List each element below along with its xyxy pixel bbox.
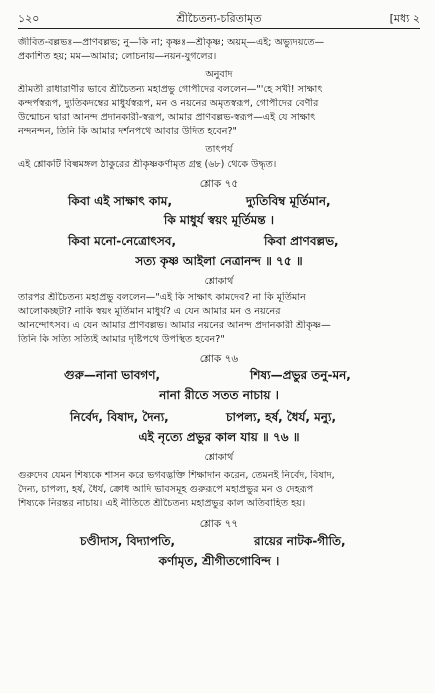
book-page xyxy=(18,8,420,688)
verse-76-meaning-heading: শ্লোকার্থ xyxy=(204,452,234,463)
verse-76-line: চাপল্য, হর্ষ, ধৈর্য, মন্যু, xyxy=(226,410,337,424)
verse-76-line: শিষ্য—প্রভুর তনু-মন, xyxy=(250,368,351,382)
verse-75-line: কি মাধুর্য স্বয়ং মূর্তিমন্ত । xyxy=(163,213,275,227)
verse-75-line: দ্যুতিবিম্ব মূর্তিমান, xyxy=(246,194,331,208)
verse-75-line: কিবা এই সাক্ষাৎ কাম, xyxy=(68,194,173,208)
verse-75-heading: শ্লোক ৭৫ xyxy=(199,178,239,190)
translation-heading: অনুবাদ xyxy=(205,69,233,80)
verse-76-heading: শ্লোক ৭৬ xyxy=(199,353,239,365)
meaning-line: গুরুদেব যেমন শিষ্যকে শাসন করে ভগবদ্ভক্তি শিক্ষাদান করেন, তেমনই নির্বেদ, বিষাদ, xyxy=(18,470,335,481)
page-header xyxy=(18,8,420,28)
meaning-line: আলোকচ্ছটা? নাকি স্বয়ং মূর্তিমান মাধুর্য? এ যেন আমার মন ও নয়নের xyxy=(18,306,281,317)
header-rule xyxy=(18,28,420,29)
verse-77-line: রায়ের নাটক-গীতি, xyxy=(254,534,346,548)
meaning-line: দৈন্য, চাপল্য, হর্ষ, ধৈর্য, ক্রোধ আদি ভাবসমূহ গুরুরূপে মহাপ্রভুর মন ও দেহরূপ xyxy=(18,484,314,495)
translation-line: কন্দর্পস্বরূপ, দ্যুতিকদম্বের মাধুর্যস্বরূপ, মন ও নয়নের অমৃতস্বরূপ, গোপীদের বেণীর xyxy=(18,98,319,109)
verse-76-line: গুরু—নানা ভাবগণ, xyxy=(64,368,161,382)
verse-75-line: সত্য কৃষ্ণ আইলা নেত্রানন্দ ॥ ৭৫ ॥ xyxy=(135,254,303,268)
synonyms-line: প্রকাশিত হয়; মম—আমার; লোচনায়—নয়ন-যুগলের। xyxy=(18,51,217,62)
meaning-line: তারপর শ্রীচৈতন্য মহাপ্রভু বললেন—"এই কি সাক্ষাৎ কামদেব? না কি মূর্তিমান xyxy=(18,292,306,303)
verse-76-line: নানা রীতে সতত নাচায় । xyxy=(159,388,279,402)
verse-76-line: এই নৃত্যে প্রভুর কাল যায় ॥ ৭৬ ॥ xyxy=(138,430,300,444)
translation-line: উন্মোচন দ্বারা আনন্দ প্রদানকারী-স্বরূপ, আমার প্রাণবল্লভ-স্বরূপ—এই যে সাক্ষাৎ xyxy=(18,112,316,123)
page-number: ১২০ xyxy=(18,12,40,25)
purport-heading: তাৎপর্য xyxy=(205,144,233,155)
meaning-line: শিষ্যকে নিরন্তর নাচায়। এই নীতিতে শ্রীচৈতন্য মহাপ্রভুর কাল অতিবাহিত হয়। xyxy=(18,498,306,509)
verse-77-line: চণ্ডীদাস, বিদ্যাপতি, xyxy=(80,534,176,548)
running-title: শ্রীচৈতন্য-চরিতামৃত xyxy=(176,12,262,25)
translation-line: শ্রীমতী রাধারাণীর ভাবে শ্রীচৈতন্য মহাপ্রভু গোপীদের বললেন—"'হে সখী! সাক্ষাৎ xyxy=(18,84,323,95)
meaning-line: তিনি কি সত্যি সত্যিই আমার দৃষ্টিপথে উপস্থিত হবেন?" xyxy=(18,334,225,345)
verse-75-line: কিবা মনো-নেত্রোৎসব, xyxy=(68,234,177,248)
translation-line: নন্দনন্দন, তিনি কি আমার দর্শনপথে আবার উদিত হবেন?" xyxy=(18,126,237,137)
verse-75-meaning-heading: শ্লোকার্থ xyxy=(204,276,234,287)
chapter-label: [মধ্য ২ xyxy=(389,12,420,25)
synonyms-line: জীবিত-বল্লভঃ—প্রাণবল্লভ; নু—কি না; কৃষ্ণঃ—শ্রীকৃষ্ণ; অয়ম্—এই; অভ্যুদয়তে— xyxy=(18,37,325,48)
purport-text: এই শ্লোকটি বিল্বমঙ্গল ঠাকুরের শ্রীকৃষ্ণকর্ণামৃত গ্রন্থ (৬৮) থেকে উদ্ধৃত। xyxy=(18,159,277,170)
meaning-line: আনন্দোৎসব। এ যেন আমার প্রাণবল্লভ। আমার নয়নের আনন্দ প্রদানকারী শ্রীকৃষ্ণ— xyxy=(18,320,331,331)
verse-75-line: কিবা প্রাণবল্লভ, xyxy=(264,234,339,248)
verse-77-heading: শ্লোক ৭৭ xyxy=(199,518,239,530)
verse-77-line: কর্ণামৃত, শ্রীগীতগোবিন্দ । xyxy=(158,554,280,568)
verse-76-line: নির্বেদ, বিষাদ, দৈন্য, xyxy=(70,410,169,424)
